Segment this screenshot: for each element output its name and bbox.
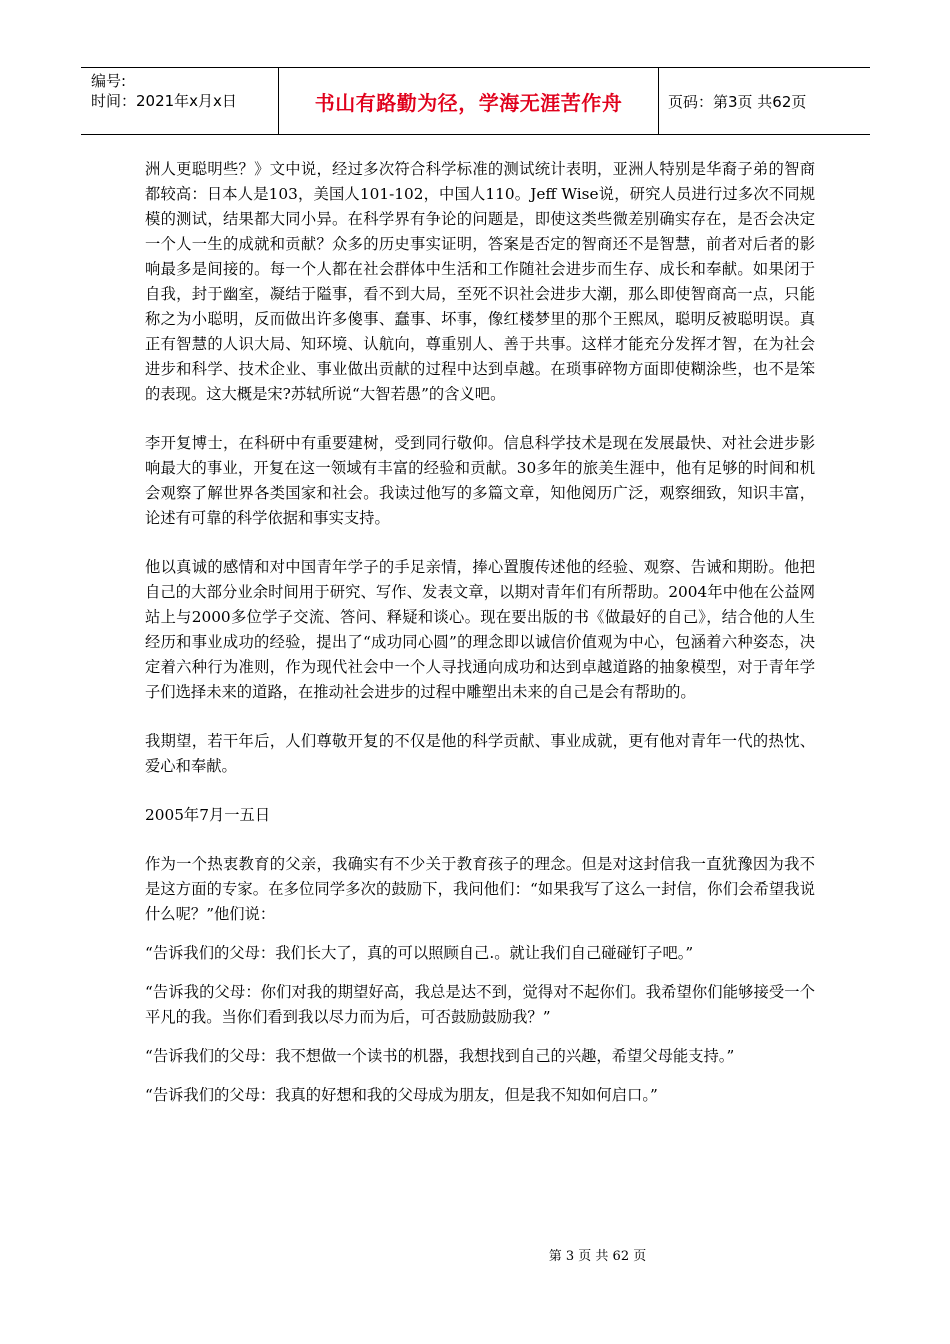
quote-2: “告诉我的父母：你们对我的期望好高，我总是达不到，觉得对不起你们。我希望你们能够接受一个平凡的我。当你们看到我以尽力而为后，可否鼓励鼓励我？” xyxy=(145,983,815,1026)
page-footer xyxy=(0,1245,950,1264)
footer-page-number: 第 3 页 共 62 页 xyxy=(548,1249,647,1264)
document-number: 编号: xyxy=(91,72,127,90)
date-line: 2005年7月一五日 xyxy=(145,806,271,824)
page-header xyxy=(81,67,870,135)
header-info-cell xyxy=(81,68,279,134)
paragraph-4: 我期望，若干年后，人们尊敬开复的不仅是他的科学贡献、事业成就，更有他对青年一代的热忱、爱心和奉献。 xyxy=(145,732,815,775)
header-page-number: 页码：第3页 共62页 xyxy=(668,92,807,111)
document-time: 时间：2021年x月x日 xyxy=(91,92,237,110)
quote-1: “告诉我们的父母：我们长大了，真的可以照顾自己.。就让我们自己碰碰钉子吧。” xyxy=(145,944,694,962)
paragraph-2: 李开复博士，在科研中有重要建树，受到同行敬仰。信息科学技术是现在发展最快、对社会进步影响最大的事业，开复在这一领域有丰富的经验和贡献。30多年的旅美生涯中，他有足够的时间和机会观察了解世界各类国家和社会。我读过他写的多篇文章，知他阅历广泛，观察细致，知识丰富，论述有可靠的科学依据和事实支持。 xyxy=(145,434,815,527)
paragraph-3: 他以真诚的感情和对中国青年学子的手足亲情，捧心置腹传述他的经验、观察、告诫和期盼。他把自己的大部分业余时间用于研究、写作、发表文章，以期对青年们有所帮助。2004年中他在公益网站上与2000多位学子交流、答问、释疑和谈心。现在要出版的书《做最好的自己》，结合他的人生经历和事业成功的经验，提出了“成功同心圆”的理念即以诚信价值观为中心，包涵着六种姿态，决定着六种行为准则，作为现代社会中一个人寻找通向成功和达到卓越道路的抽象模型，对于青年学子们选择未来的道路，在推动社会进步的过程中雕塑出未来的自己是会有帮助的。 xyxy=(145,558,815,701)
quote-4: “告诉我们的父母：我真的好想和我的父母成为朋友，但是我不知如何启口。” xyxy=(145,1086,658,1104)
quote-3: “告诉我们的父母：我不想做一个读书的机器，我想找到自己的兴趣，希望父母能支持。” xyxy=(145,1047,735,1065)
header-motto: 书山有路勤为径，学海无涯苦作舟 xyxy=(279,68,659,134)
paragraph-1: 洲人更聪明些？》文中说，经过多次符合科学标准的测试统计表明，亚洲人特别是华裔子弟的智商都较高：日本人是103，美国人101-102，中国人110。Jeff Wise说，研究人员进行过多次不同规模的测试，结果都大同小异。在科学界有争论的问题是，即使这类些微差别确实存在，是否会决定一个人一生的成就和贡献？众多的历史事实证明，答案是否定的智商还不是智慧，前者对后者的影响最多是间接的。每一个人都在社会群体中生活和工作随社会进步而生存、成长和奉献。如果闭于自我，封于幽室，凝结于隘事，看不到大局，至死不识社会进步大潮，那么即使智商高一点，只能称之为小聪明，反而做出许多傻事、蠢事、坏事，像红楼梦里的那个王熙凤，聪明反被聪明误。真正有智慧的人识大局、知环境、认航向，尊重别人、善于共事。这样才能充分发挥才智，在为社会进步和科学、技术企业、事业做出贡献的过程中达到卓越。在琐事碎物方面即使糊涂些，也不是笨的表现。这大概是宋?苏轼所说“大智若愚”的含义吧。 xyxy=(145,160,815,403)
paragraph-5: 作为一个热衷教育的父亲，我确实有不少关于教育孩子的理念。但是对这封信我一直犹豫因为我不是这方面的专家。在多位同学多次的鼓励下，我问他们：“如果我写了这么一封信，你们会希望我说什么呢？”他们说： xyxy=(145,855,815,923)
document-body xyxy=(145,157,815,1122)
